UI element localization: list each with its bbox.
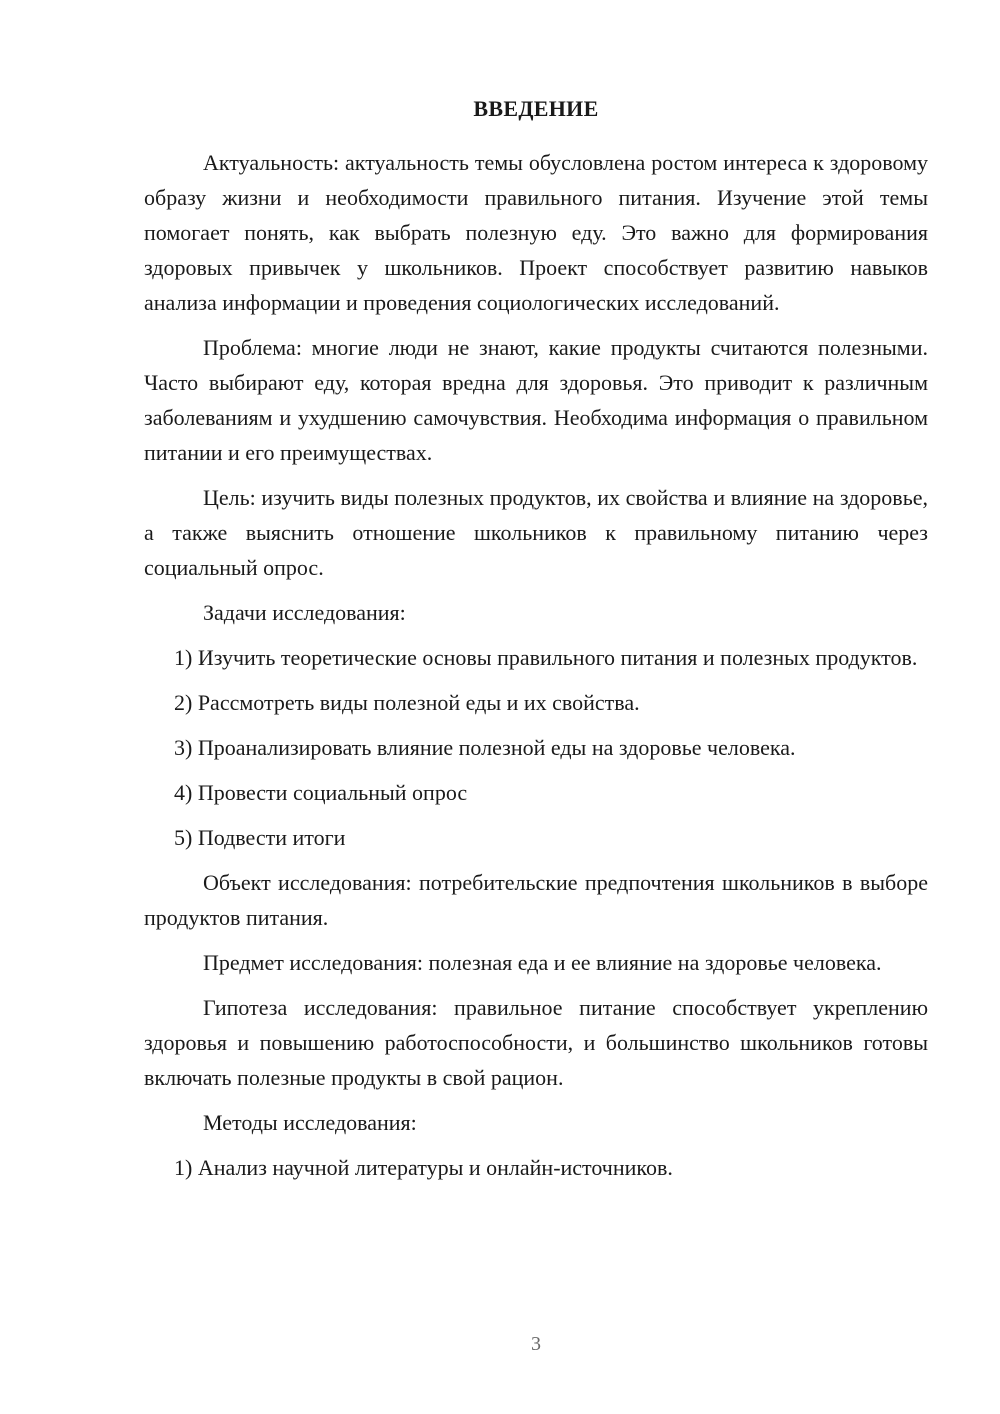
problem-paragraph: Проблема: многие люди не знают, какие продукты считаются полезными. Часто выбирают еду, которая вредна для здоровья. Это приводит к различным заболеваниям и ухудшению самочувствия. Необходима информация о правильном питании и его преимуществах. <box>144 335 928 465</box>
task-item: 2) Рассмотреть виды полезной еды и их свойства. <box>174 690 640 715</box>
method-item: 1) Анализ научной литературы и онлайн-источников. <box>174 1155 673 1180</box>
hypothesis-paragraph: Гипотеза исследования: правильное питание способствует укреплению здоровья и повышению работоспособности, и большинство школьников готовы включать полезные продукты в свой рацион. <box>144 995 928 1090</box>
page-number: 3 <box>531 1333 541 1355</box>
document-body <box>144 145 928 1185</box>
tasks-heading: Задачи исследования: <box>203 600 406 625</box>
task-item: 3) Проанализировать влияние полезной еды на здоровье человека. <box>174 735 796 760</box>
page-title: ВВЕДЕНИЕ <box>473 96 599 121</box>
relevance-paragraph: Актуальность: актуальность темы обусловлена ростом интереса к здоровому образу жизни и необходимости правильного питания. Изучение этой темы помогает понять, как выбрать полезную еду. Это важно для формирования здоровых привычек у школьников. Проект способствует развитию навыков анализа информации и проведения социологических исследований. <box>144 150 928 315</box>
object-paragraph: Объект исследования: потребительские предпочтения школьников в выборе продуктов питания. <box>144 870 928 930</box>
task-item: 1) Изучить теоретические основы правильного питания и полезных продуктов. <box>174 645 918 670</box>
goal-paragraph: Цель: изучить виды полезных продуктов, их свойства и влияние на здоровье, а также выяснить отношение школьников к правильному питанию через социальный опрос. <box>144 485 928 580</box>
task-item: 4) Провести социальный опрос <box>174 780 468 805</box>
subject-paragraph: Предмет исследования: полезная еда и ее влияние на здоровье человека. <box>203 950 882 975</box>
task-item: 5) Подвести итоги <box>174 825 346 850</box>
methods-heading: Методы исследования: <box>203 1110 417 1135</box>
